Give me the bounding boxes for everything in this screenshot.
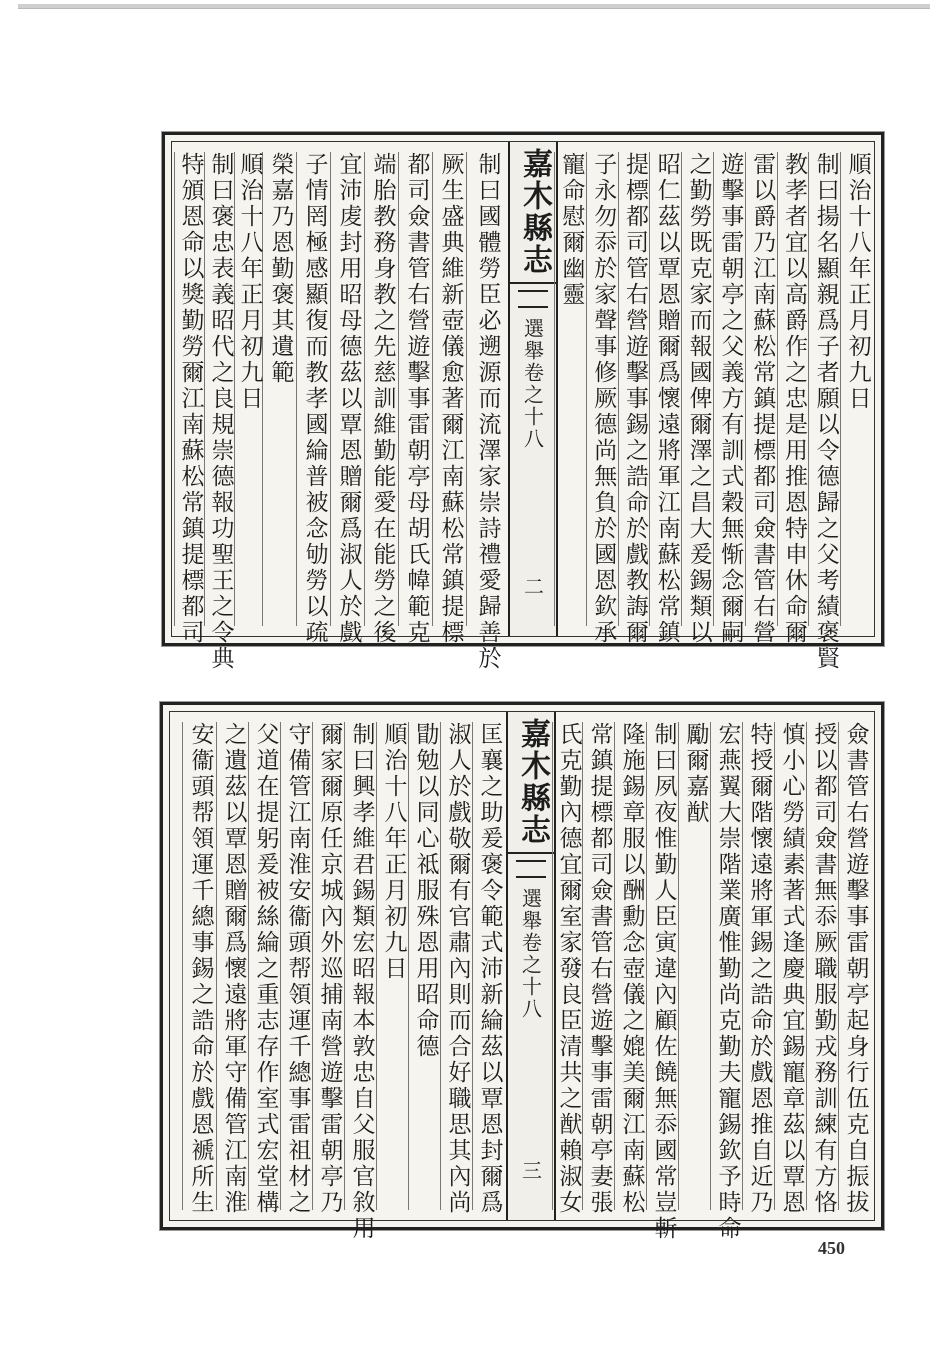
upper-left-col-3: 都司僉書管右營遊擊事雷朝亭母胡氏幃範克 [398,152,433,626]
lower-center-column [506,712,556,1220]
lower-left-col-9: 之遺茲以覃恩贈爾爲懷遠將軍守備管江南淮 [216,722,249,1210]
upper-right-col-9: 子永勿忝於家聲事修厥德尚無負於國恩欽承 [586,152,619,626]
lower-right-col-8: 隆施錫章服以酬勳念壺儀之媲美爾江南蘇松 [614,722,647,1210]
juan-title: 選舉卷之十八 [518,888,543,1020]
lower-right-col-1: 僉書管右營遊擊事雷朝亭起身行伍克自振拔 [838,722,871,1210]
lower-right-col-2: 授以都司僉書無忝厥職服勤戎務訓練有方恪 [806,722,839,1210]
lower-page-frame [169,711,875,1242]
upper-left-col-9: 制曰褒忠表義昭代之良規崇德報功聖王之令典 [204,152,235,626]
lower-right-col-7: 制曰夙夜惟勤人臣寅違內顧佐饒無忝國常豈斬 [646,722,679,1210]
gazetteer-title: 嘉木縣志 [508,712,554,854]
upper-right-col-7: 昭仁茲以覃恩贈爾爲懷遠將軍江南蘇松常鎮 [649,152,682,626]
fish-tail-mark [516,860,546,878]
upper-left-col-1: 制曰國體勞臣必遡源而流澤家崇詩禮愛歸善於 [466,152,507,626]
lower-left-col-2: 淑人於戲敬爾有官肅內則而合好職思其內尚 [440,722,473,1210]
folio-number: 三 [518,1160,543,1180]
upper-left-col-8: 順治十八年正月初九日 [234,152,263,626]
lower-right-col-4: 特授爾階懷遠將軍錫之誥命於戲恩推自近乃 [742,722,775,1210]
lower-left-col-4: 順治十八年正月初九日 [376,722,409,1210]
upper-right-col-2: 制曰揚名顯親爲子者願以令德歸之父考績褒賢 [808,152,841,626]
lower-page [160,702,884,1242]
upper-right-col-5: 遊擊事雷朝亭之父義方有訓式穀無惭念爾嗣 [713,152,746,626]
upper-left-col-6: 子情罔極感顯復而教孝國綸普被念劬勞以疏 [296,152,331,626]
upper-left-col-4: 端胎教務身教之先慈訓維勤能愛在能勞之後 [364,152,399,626]
fish-tail-mark [518,290,548,308]
upper-right-col-6: 之勤勞既克家而報國俾爾澤之昌大爰錫類以 [681,152,714,626]
top-edge-bar [18,4,930,9]
upper-left-col-10: 特頒恩命以獎勤勞爾江南蘇松常鎮提標都司 [174,152,205,626]
lower-left-col-5: 制曰興孝維君錫類宏昭報本敦忠自父服官敘用 [344,722,377,1210]
lower-right-col-5: 宏燕翼大崇階業廣惟勤尚克勤夫寵錫欽予時命 [710,722,743,1210]
lower-right-col-3: 慎小心勞績素著式逢慶典宜錫寵章茲以覃恩 [774,722,807,1210]
lower-left-col-7: 守備管江南淮安衞頭帮領運千總事雷祖材之 [280,722,313,1210]
juan-title: 選舉卷之十八 [520,318,545,450]
folio-number: 二 [520,576,545,596]
upper-left-col-7: 榮嘉乃恩勤褒其遺範 [262,152,297,626]
upper-page-frame [171,141,875,672]
lower-left-col-10: 安衞頭帮領運千總事錫之誥命於戲恩褫所生 [182,722,217,1210]
upper-right-col-8: 提標都司管右營遊擊事錫之誥命於戲教誨爾 [618,152,651,626]
upper-right-col-1: 順治十八年正月初九日 [840,152,873,626]
lower-right-col-6: 勵爾嘉猷 [678,722,711,1210]
upper-right-col-10: 寵命慰爾幽靈 [554,152,587,626]
lower-left-col-1: 匡襄之助爰褒令範式沛新綸茲以覃恩封爾爲 [472,722,505,1210]
lower-left-col-8: 父道在提躬爰被絲綸之重志存作室式宏堂構 [248,722,281,1210]
upper-center-column [508,142,558,636]
lower-right-col-10: 氏克勤內德宜爾室家發良臣清共之猷賴淑女 [552,722,583,1210]
upper-right-col-3: 教孝者宜以高爵作之忠是用推恩特申休命爾 [777,152,810,626]
upper-left-col-2: 厥生盛典維新壺儀愈著爾江南蘇松常鎮提標 [432,152,467,626]
upper-page [162,132,884,672]
lower-right-col-9: 常鎮提標都司僉書管右營遊擊事雷朝亭妻張 [582,722,615,1210]
page-number: 450 [818,1238,845,1258]
lower-left-col-6: 爾家爾原任京城內外巡捕南營遊擊雷朝亭乃 [312,722,345,1210]
lower-left-col-3: 勖勉以同心祗服殊恩用昭命德 [408,722,441,1210]
gazetteer-title: 嘉木縣志 [510,142,556,284]
upper-left-col-5: 宜沛䖍封用昭母德茲以覃恩贈爾爲淑人於戲 [330,152,365,626]
upper-right-col-4: 雷以爵乃江南蘇松常鎮提標都司僉書管右營 [745,152,778,626]
